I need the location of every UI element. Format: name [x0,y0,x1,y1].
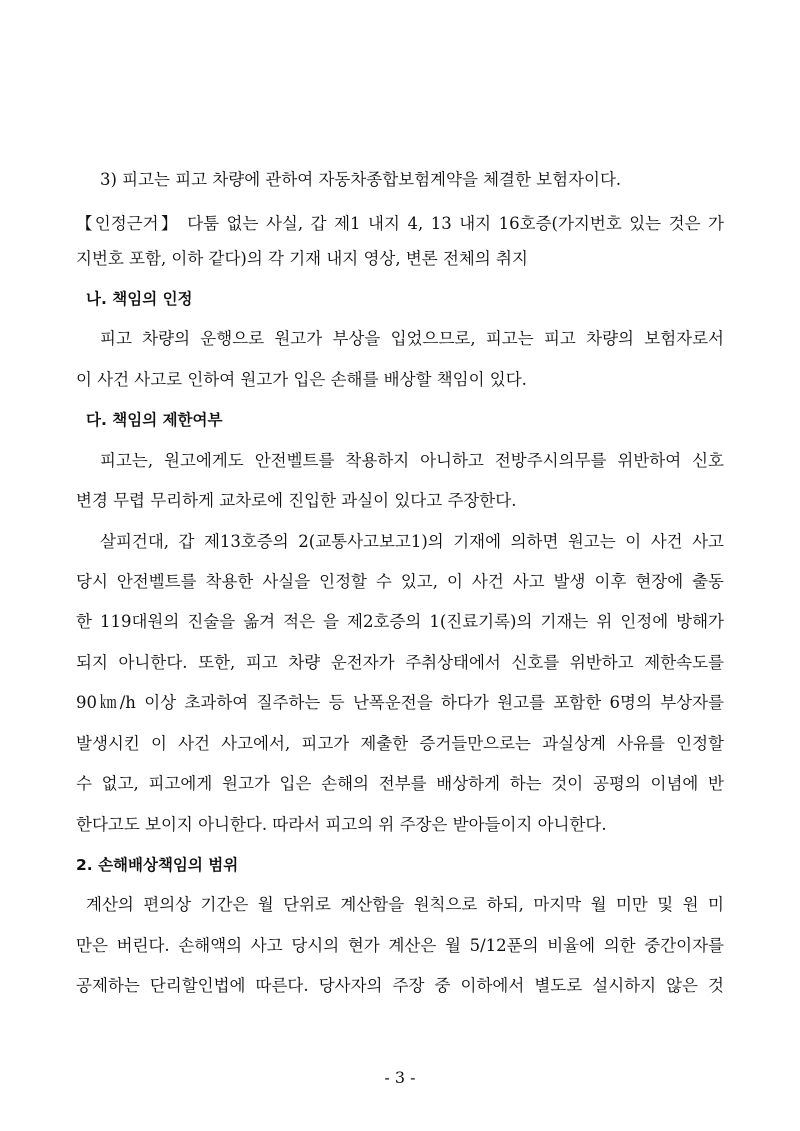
text-line: 지번호 포함, 이하 같다)의 각 기재 내지 영상, 변론 전체의 취지 [76,249,528,268]
text-line: 공제하는 단리할인법에 따른다. 당사자의 주장 중 이하에서 별도로 설시하지 않은 것 [76,976,724,995]
text-line: 이 사건 사고로 인하여 원고가 입은 손해를 배상할 책임이 있다. [76,370,527,389]
text-line: 피고 차량의 운행으로 원고가 부상을 입었으므로, 피고는 피고 차량의 보험자로서 [100,329,724,348]
text-line: 피고는, 원고에게도 안전벨트를 착용하지 아니하고 전방주시의무를 위반하여 신호 [100,451,724,470]
text-line: 한다고도 보이지 아니한다. 따라서 피고의 위 주장은 받아들이지 아니한다. [76,815,607,834]
text-line: 【인정근거】 다툼 없는 사실, 갑 제1 내지 4, 13 내지 16호증(가지번호 있는 것은 가 [76,214,724,233]
text-line: 한 119대원의 진술을 옮겨 적은 을 제2호증의 1(진료기록)의 기재는 위 인정에 방해가 [76,612,724,631]
section-heading: 2. 손해배상책임의 범위 [76,856,239,874]
section-heading: 나. 책임의 인정 [86,290,193,308]
text-line: 수 없고, 피고에게 원고가 입은 손해의 전부를 배상하게 하는 것이 공평의 이념에 반 [76,774,724,793]
text-line: 90㎞/h 이상 초과하여 질주하는 등 난폭운전을 하다가 원고를 포함한 6명의 부상자를 [76,693,724,712]
text-line: 발생시킨 이 사건 사고에서, 피고가 제출한 증거들만으로는 과실상계 사유를 인정할 [76,734,724,753]
text-line: 살피건대, 갑 제13호증의 2(교통사고보고1)의 기재에 의하면 원고는 이 사건 사고 [100,532,724,551]
text-line: 만은 버린다. 손해액의 사고 당시의 현가 계산은 월 5/12푼의 비율에 의한 중간이자를 [76,936,724,955]
text-line: 변경 무렵 무리하게 교차로에 진입한 과실이 있다고 주장한다. [76,491,517,510]
text-line: 계산의 편의상 기간은 월 단위로 계산함을 원칙으로 하되, 마지막 월 미만 및 원 미 [86,895,724,914]
page-number: - 3 - [384,1068,416,1087]
text-line: 되지 아니한다. 또한, 피고 차량 운전자가 주취상태에서 신호를 위반하고 제한속도를 [76,653,724,672]
text-line: 당시 안전벨트를 착용한 사실을 인정할 수 있고, 이 사건 사고 발생 이후 현장에 출동 [76,572,724,591]
section-heading: 다. 책임의 제한여부 [86,411,223,429]
text-line: 3) 피고는 피고 차량에 관하여 자동차종합보험계약을 체결한 보험자이다. [100,170,622,189]
